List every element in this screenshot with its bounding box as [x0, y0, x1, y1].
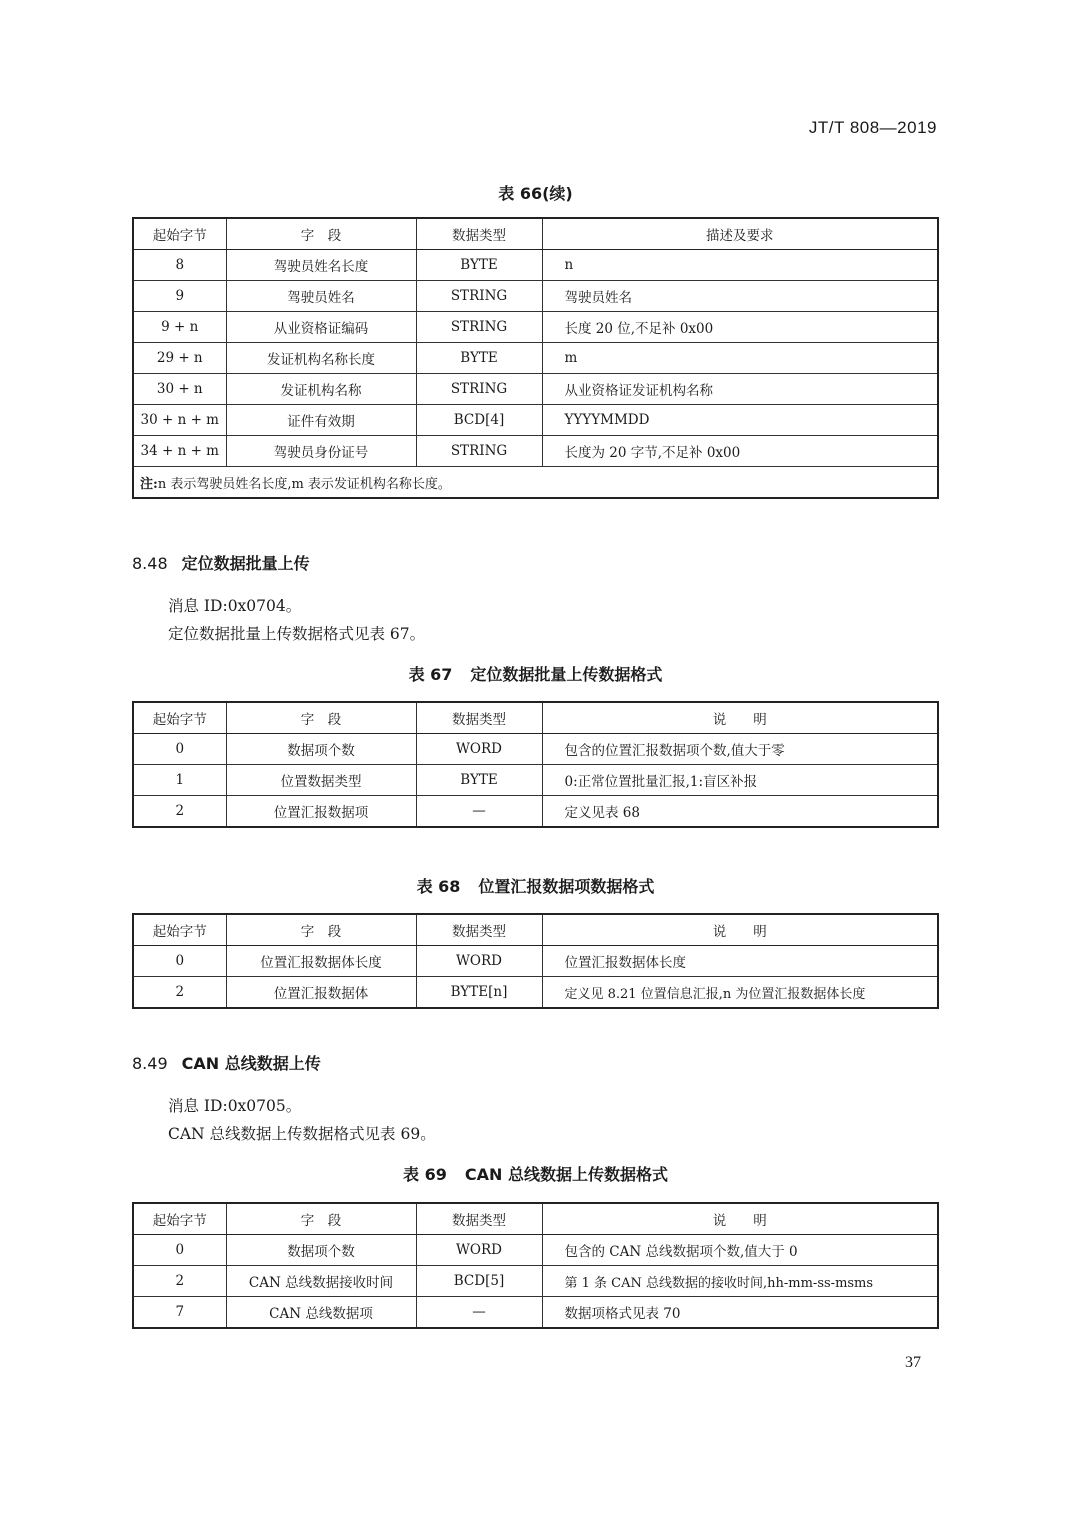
- cell-description: 驾驶员姓名: [542, 281, 938, 312]
- table-row: [133, 946, 938, 977]
- cell-field: 从业资格证编码: [226, 312, 416, 343]
- cell-start-byte: 1: [133, 765, 226, 796]
- cell-field: 驾驶员姓名长度: [226, 250, 416, 281]
- cell-field: 证件有效期: [226, 405, 416, 436]
- table67-caption: [132, 662, 939, 685]
- header-data-type: 数据类型: [416, 1203, 542, 1235]
- cell-field: 位置汇报数据项: [226, 796, 416, 828]
- note-text: n 表示驾驶员姓名长度,m 表示发证机构名称长度。: [157, 476, 451, 492]
- table-header-row: [133, 1203, 938, 1235]
- cell-description: 长度为 20 字节,不足补 0x00: [542, 436, 938, 467]
- table-row: [133, 343, 938, 374]
- cell-description: 第 1 条 CAN 总线数据的接收时间,hh-mm-ss-msms: [542, 1266, 938, 1297]
- paragraph: 定位数据批量上传数据格式见表 67。: [168, 625, 426, 643]
- header-start-byte: 起始字节: [133, 218, 226, 250]
- table-row: [133, 405, 938, 436]
- cell-start-byte: 9: [133, 281, 226, 312]
- cell-description: m: [542, 343, 938, 374]
- cell-data-type: BCD[5]: [416, 1266, 542, 1297]
- cell-field: 位置汇报数据体长度: [226, 946, 416, 977]
- cell-description: n: [542, 250, 938, 281]
- paragraph: 消息 ID:0x0704。: [168, 597, 302, 615]
- header-description: 说 明: [542, 702, 938, 734]
- table-row: [133, 374, 938, 405]
- cell-start-byte: 2: [133, 977, 226, 1009]
- cell-start-byte: 2: [133, 1266, 226, 1297]
- cell-description: 长度 20 位,不足补 0x00: [542, 312, 938, 343]
- cell-description: 定义见 8.21 位置信息汇报,n 为位置汇报数据体长度: [542, 977, 938, 1009]
- header-start-byte: 起始字节: [133, 702, 226, 734]
- cell-data-type: WORD: [416, 946, 542, 977]
- cell-data-type: —: [416, 796, 542, 828]
- header-start-byte: 起始字节: [133, 914, 226, 946]
- table-row: [133, 281, 938, 312]
- caption-title: CAN 总线数据上传数据格式: [464, 1165, 668, 1184]
- caption-title: 定位数据批量上传数据格式: [470, 665, 663, 684]
- cell-start-byte: 2: [133, 796, 226, 828]
- cell-description: YYYYMMDD: [542, 405, 938, 436]
- header-description: 说 明: [542, 914, 938, 946]
- table-row: [133, 250, 938, 281]
- header-description: 说 明: [542, 1203, 938, 1235]
- section-heading-8-49: [132, 1051, 321, 1074]
- cell-start-byte: 29 + n: [133, 343, 226, 374]
- caption-title: 位置汇报数据项数据格式: [478, 877, 655, 896]
- header-field: 字 段: [226, 1203, 416, 1235]
- section-number: 8.49: [132, 1054, 168, 1073]
- table-row: [133, 734, 938, 765]
- cell-start-byte: 34 + n + m: [133, 436, 226, 467]
- table-row: [133, 1297, 938, 1329]
- header-description: 描述及要求: [542, 218, 938, 250]
- cell-description: 位置汇报数据体长度: [542, 946, 938, 977]
- cell-start-byte: 0: [133, 734, 226, 765]
- table-header-row: [133, 218, 938, 250]
- cell-field: 驾驶员身份证号: [226, 436, 416, 467]
- table-header-row: [133, 702, 938, 734]
- cell-data-type: STRING: [416, 281, 542, 312]
- table69-caption: [132, 1162, 939, 1185]
- cell-start-byte: 0: [133, 946, 226, 977]
- table-row: [133, 796, 938, 828]
- table-row: [133, 977, 938, 1009]
- cell-data-type: BYTE: [416, 343, 542, 374]
- table-row: [133, 312, 938, 343]
- section-title: CAN 总线数据上传: [181, 1054, 321, 1073]
- table68-caption: [132, 874, 939, 897]
- paragraph: 消息 ID:0x0705。: [168, 1097, 302, 1115]
- cell-data-type: —: [416, 1297, 542, 1329]
- cell-field: 数据项个数: [226, 734, 416, 765]
- cell-data-type: WORD: [416, 1235, 542, 1266]
- header-start-byte: 起始字节: [133, 1203, 226, 1235]
- section-number: 8.48: [132, 554, 168, 573]
- cell-field: 数据项个数: [226, 1235, 416, 1266]
- table-row: [133, 1266, 938, 1297]
- cell-data-type: STRING: [416, 374, 542, 405]
- table-row: [133, 436, 938, 467]
- cell-description: 0:正常位置批量汇报,1:盲区补报: [542, 765, 938, 796]
- cell-description: 数据项格式见表 70: [542, 1297, 938, 1329]
- cell-start-byte: 30 + n: [133, 374, 226, 405]
- table-row: [133, 765, 938, 796]
- cell-description: 定义见表 68: [542, 796, 938, 828]
- note-label: 注:: [140, 476, 158, 492]
- header-data-type: 数据类型: [416, 702, 542, 734]
- header-field: 字 段: [226, 914, 416, 946]
- cell-field: CAN 总线数据项: [226, 1297, 416, 1329]
- cell-data-type: STRING: [416, 312, 542, 343]
- cell-data-type: BYTE: [416, 765, 542, 796]
- section-heading-8-48: [132, 551, 310, 574]
- header-data-type: 数据类型: [416, 914, 542, 946]
- page-number: 37: [905, 1354, 921, 1371]
- cell-field: 发证机构名称长度: [226, 343, 416, 374]
- caption-number: 表 69: [403, 1165, 447, 1184]
- cell-data-type: STRING: [416, 436, 542, 467]
- cell-data-type: BYTE: [416, 250, 542, 281]
- cell-data-type: BYTE[n]: [416, 977, 542, 1009]
- caption-number: 表 67: [408, 665, 453, 684]
- cell-field: 发证机构名称: [226, 374, 416, 405]
- cell-field: 位置数据类型: [226, 765, 416, 796]
- cell-description: 包含的位置汇报数据项个数,值大于零: [542, 734, 938, 765]
- header-field: 字 段: [226, 218, 416, 250]
- cell-field: CAN 总线数据接收时间: [226, 1266, 416, 1297]
- table-note: [133, 467, 938, 499]
- header-data-type: 数据类型: [416, 218, 542, 250]
- cell-start-byte: 7: [133, 1297, 226, 1329]
- table-header-row: [133, 914, 938, 946]
- table66-caption: 表 66(续): [498, 184, 573, 203]
- cell-start-byte: 30 + n + m: [133, 405, 226, 436]
- table69: [132, 1202, 939, 1329]
- cell-data-type: BCD[4]: [416, 405, 542, 436]
- table66: [132, 217, 939, 499]
- cell-description: 从业资格证发证机构名称: [542, 374, 938, 405]
- cell-field: 位置汇报数据体: [226, 977, 416, 1009]
- cell-data-type: WORD: [416, 734, 542, 765]
- standard-code: JT/T 808—2019: [808, 118, 937, 137]
- cell-field: 驾驶员姓名: [226, 281, 416, 312]
- table-note-row: [133, 467, 938, 499]
- caption-number: 表 68: [416, 877, 461, 896]
- table68: [132, 913, 939, 1009]
- cell-start-byte: 9 + n: [133, 312, 226, 343]
- table67: [132, 701, 939, 828]
- paragraph: CAN 总线数据上传数据格式见表 69。: [168, 1125, 436, 1143]
- header-field: 字 段: [226, 702, 416, 734]
- section-title: 定位数据批量上传: [181, 554, 310, 573]
- cell-start-byte: 8: [133, 250, 226, 281]
- cell-start-byte: 0: [133, 1235, 226, 1266]
- table-row: [133, 1235, 938, 1266]
- cell-description: 包含的 CAN 总线数据项个数,值大于 0: [542, 1235, 938, 1266]
